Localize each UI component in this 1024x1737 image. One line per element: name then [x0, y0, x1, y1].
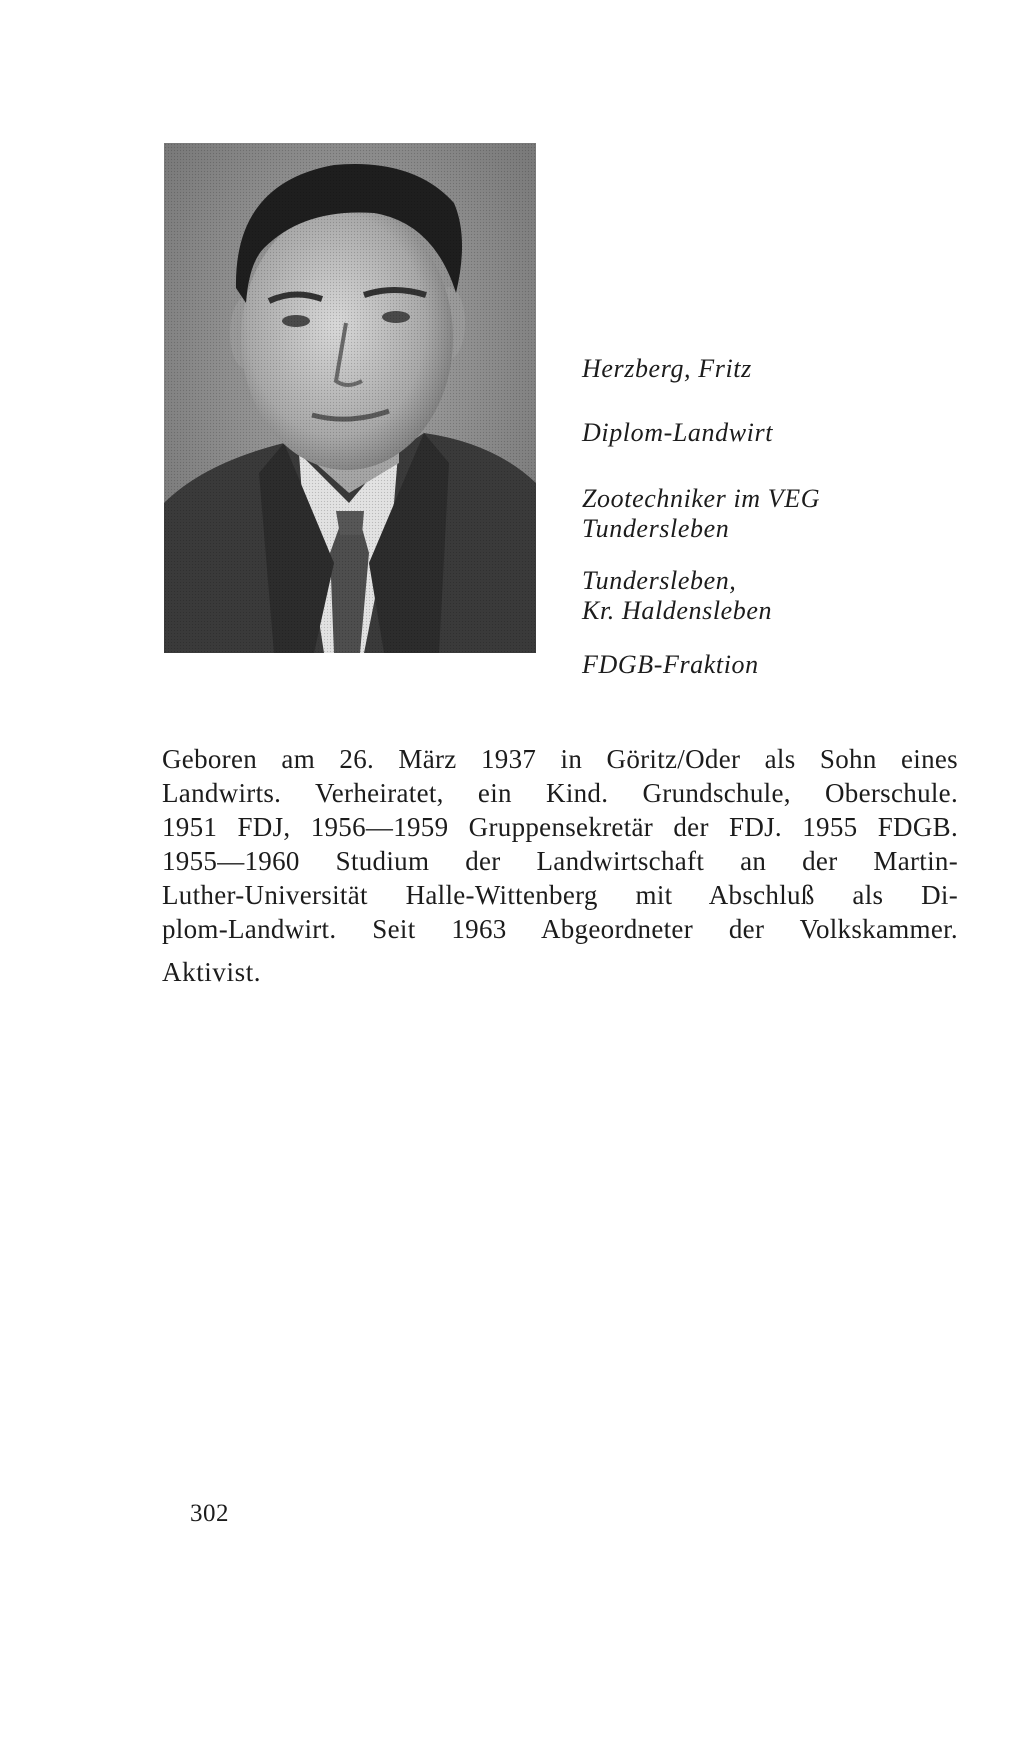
page-number: 302	[190, 1500, 229, 1527]
academic-degree: Diplom-Landwirt	[582, 418, 774, 447]
profile-info	[582, 354, 1002, 680]
occupation-line: Zootechniker im VEG	[582, 484, 821, 513]
occupation-line: Tundersleben	[582, 514, 730, 543]
residence-line: Tundersleben,	[582, 566, 737, 595]
biography-line: Geboren am 26. März 1937 in Göritz/Oder als Sohn eines	[162, 744, 958, 774]
biography-line: 1951 FDJ, 1956—1959 Gruppensekretär der FDJ. 1955 FDGB.	[162, 812, 958, 842]
biography-line: Landwirts. Verheiratet, ein Kind. Grundschule, Oberschule.	[162, 778, 958, 808]
award-text: Aktivist.	[162, 957, 262, 987]
faction: FDGB-Fraktion	[582, 650, 759, 679]
portrait-photo	[164, 143, 536, 653]
biography-line: 1955—1960 Studium der Landwirtschaft an der Martin-	[162, 846, 958, 876]
residence-line: Kr. Haldensleben	[582, 596, 773, 625]
biography-line: plom-Landwirt. Seit 1963 Abgeordneter der Volkskammer.	[162, 914, 958, 944]
person-name: Herzberg, Fritz	[582, 354, 752, 383]
residence	[582, 566, 1002, 626]
biography-line: Luther-Universität Halle-Wittenberg mit Abschluß als Di-	[162, 880, 958, 910]
occupation	[582, 484, 1002, 544]
biography-paragraph	[162, 742, 958, 946]
